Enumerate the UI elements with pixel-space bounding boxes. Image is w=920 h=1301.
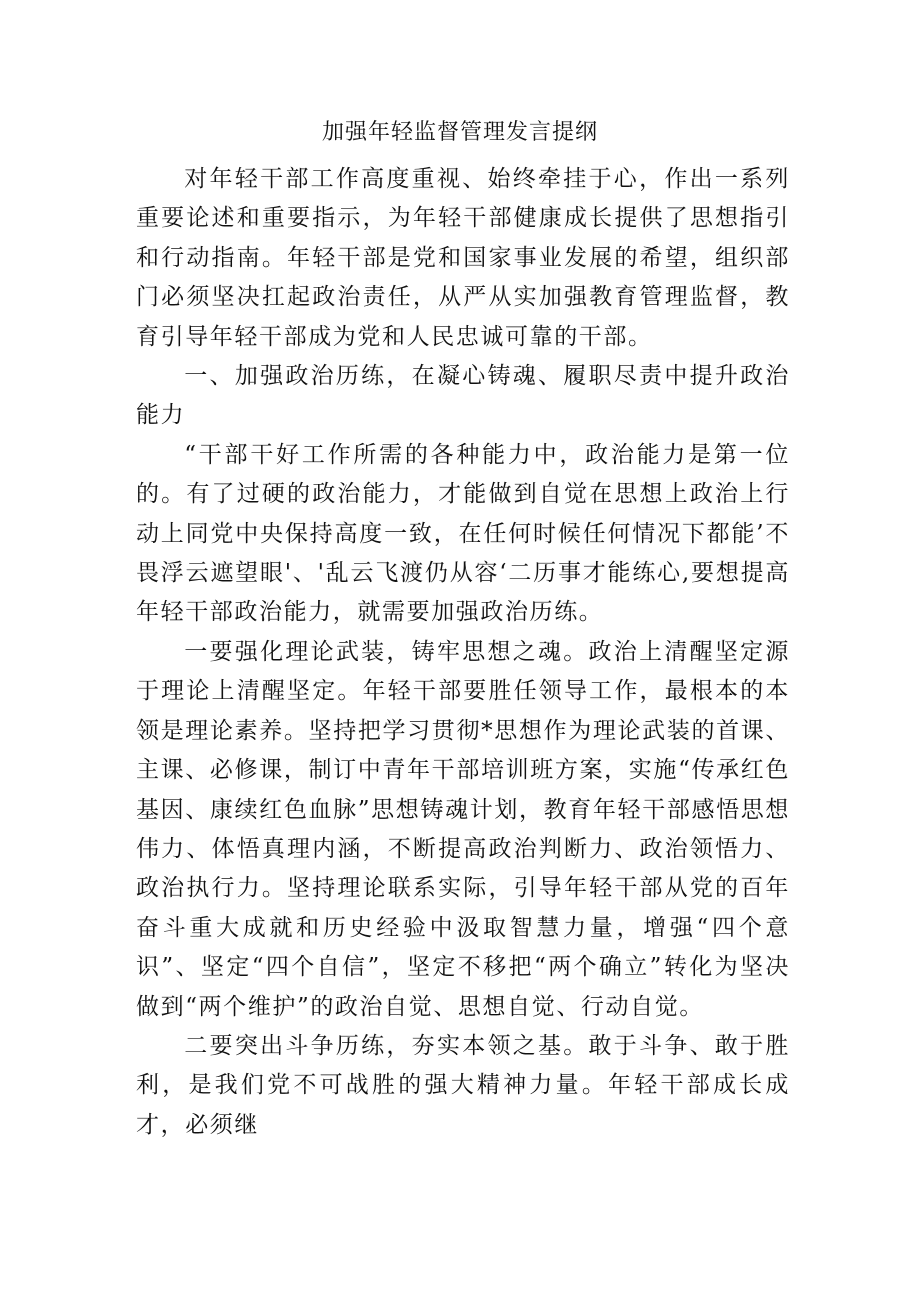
section-heading-1: 一、加强政治历练，在凝心铸魂、履职尽责中提升政治能力 xyxy=(136,363,790,429)
point-1-paragraph: 一要强化理论武装，铸牢思想之魂。政治上清醒坚定源于理论上清醒坚定。年轻干部要胜任领导工作，最根本的本领是理论素养。坚持把学习贯彻*思想作为理论武装的首课、主课、必修课，制订中青年干部培训班方案，实施“传承红色基因、康续红色血脉”思想铸魂计划，教育年轻干部感悟思想伟力、体悟真理内涵，不断提高政治判断力、政治领悟力、政治执行力。坚持理论联系实际，引导年轻干部从党的百年奋斗重大成就和历史经验中汲取智慧力量，增强“四个意识”、坚定“四个自信”，坚定不移把“两个确立”转化为坚决做到“两个维护”的政治自觉、思想自觉、行动自觉。 xyxy=(136,638,790,1020)
intro-paragraph: 对年轻干部工作高度重视、始终牵挂于心，作出一系列重要论述和重要指示，为年轻干部健康成长提供了思想指引和行动指南。年轻干部是党和国家事业发展的希望，组织部门必须坚决扛起政治责任，从严从实加强教育管理监督，教育引导年轻干部成为党和人民忠诚可靠的干部。 xyxy=(136,166,790,350)
document-title: 加强年轻监督管理发言提纲 xyxy=(321,120,598,145)
point-2-paragraph: 二要突出斗争历练，夯实本领之基。敢于斗争、敢于胜利，是我们党不可战胜的强大精神力量。年轻干部成长成才，必须继 xyxy=(136,1032,790,1138)
document-body xyxy=(136,160,790,1145)
quote-paragraph: “干部干好工作所需的各种能力中，政治能力是第一位的。有了过硬的政治能力，才能做到自觉在思想上政治上行动上同党中央保持高度一致，在任何时候任何情况下都能’不畏浮云遮望眼'、'乱云飞渡仍从容‘二历事才能练心,要想提高年轻干部政治能力，就需要加强政治历练。 xyxy=(136,441,790,626)
